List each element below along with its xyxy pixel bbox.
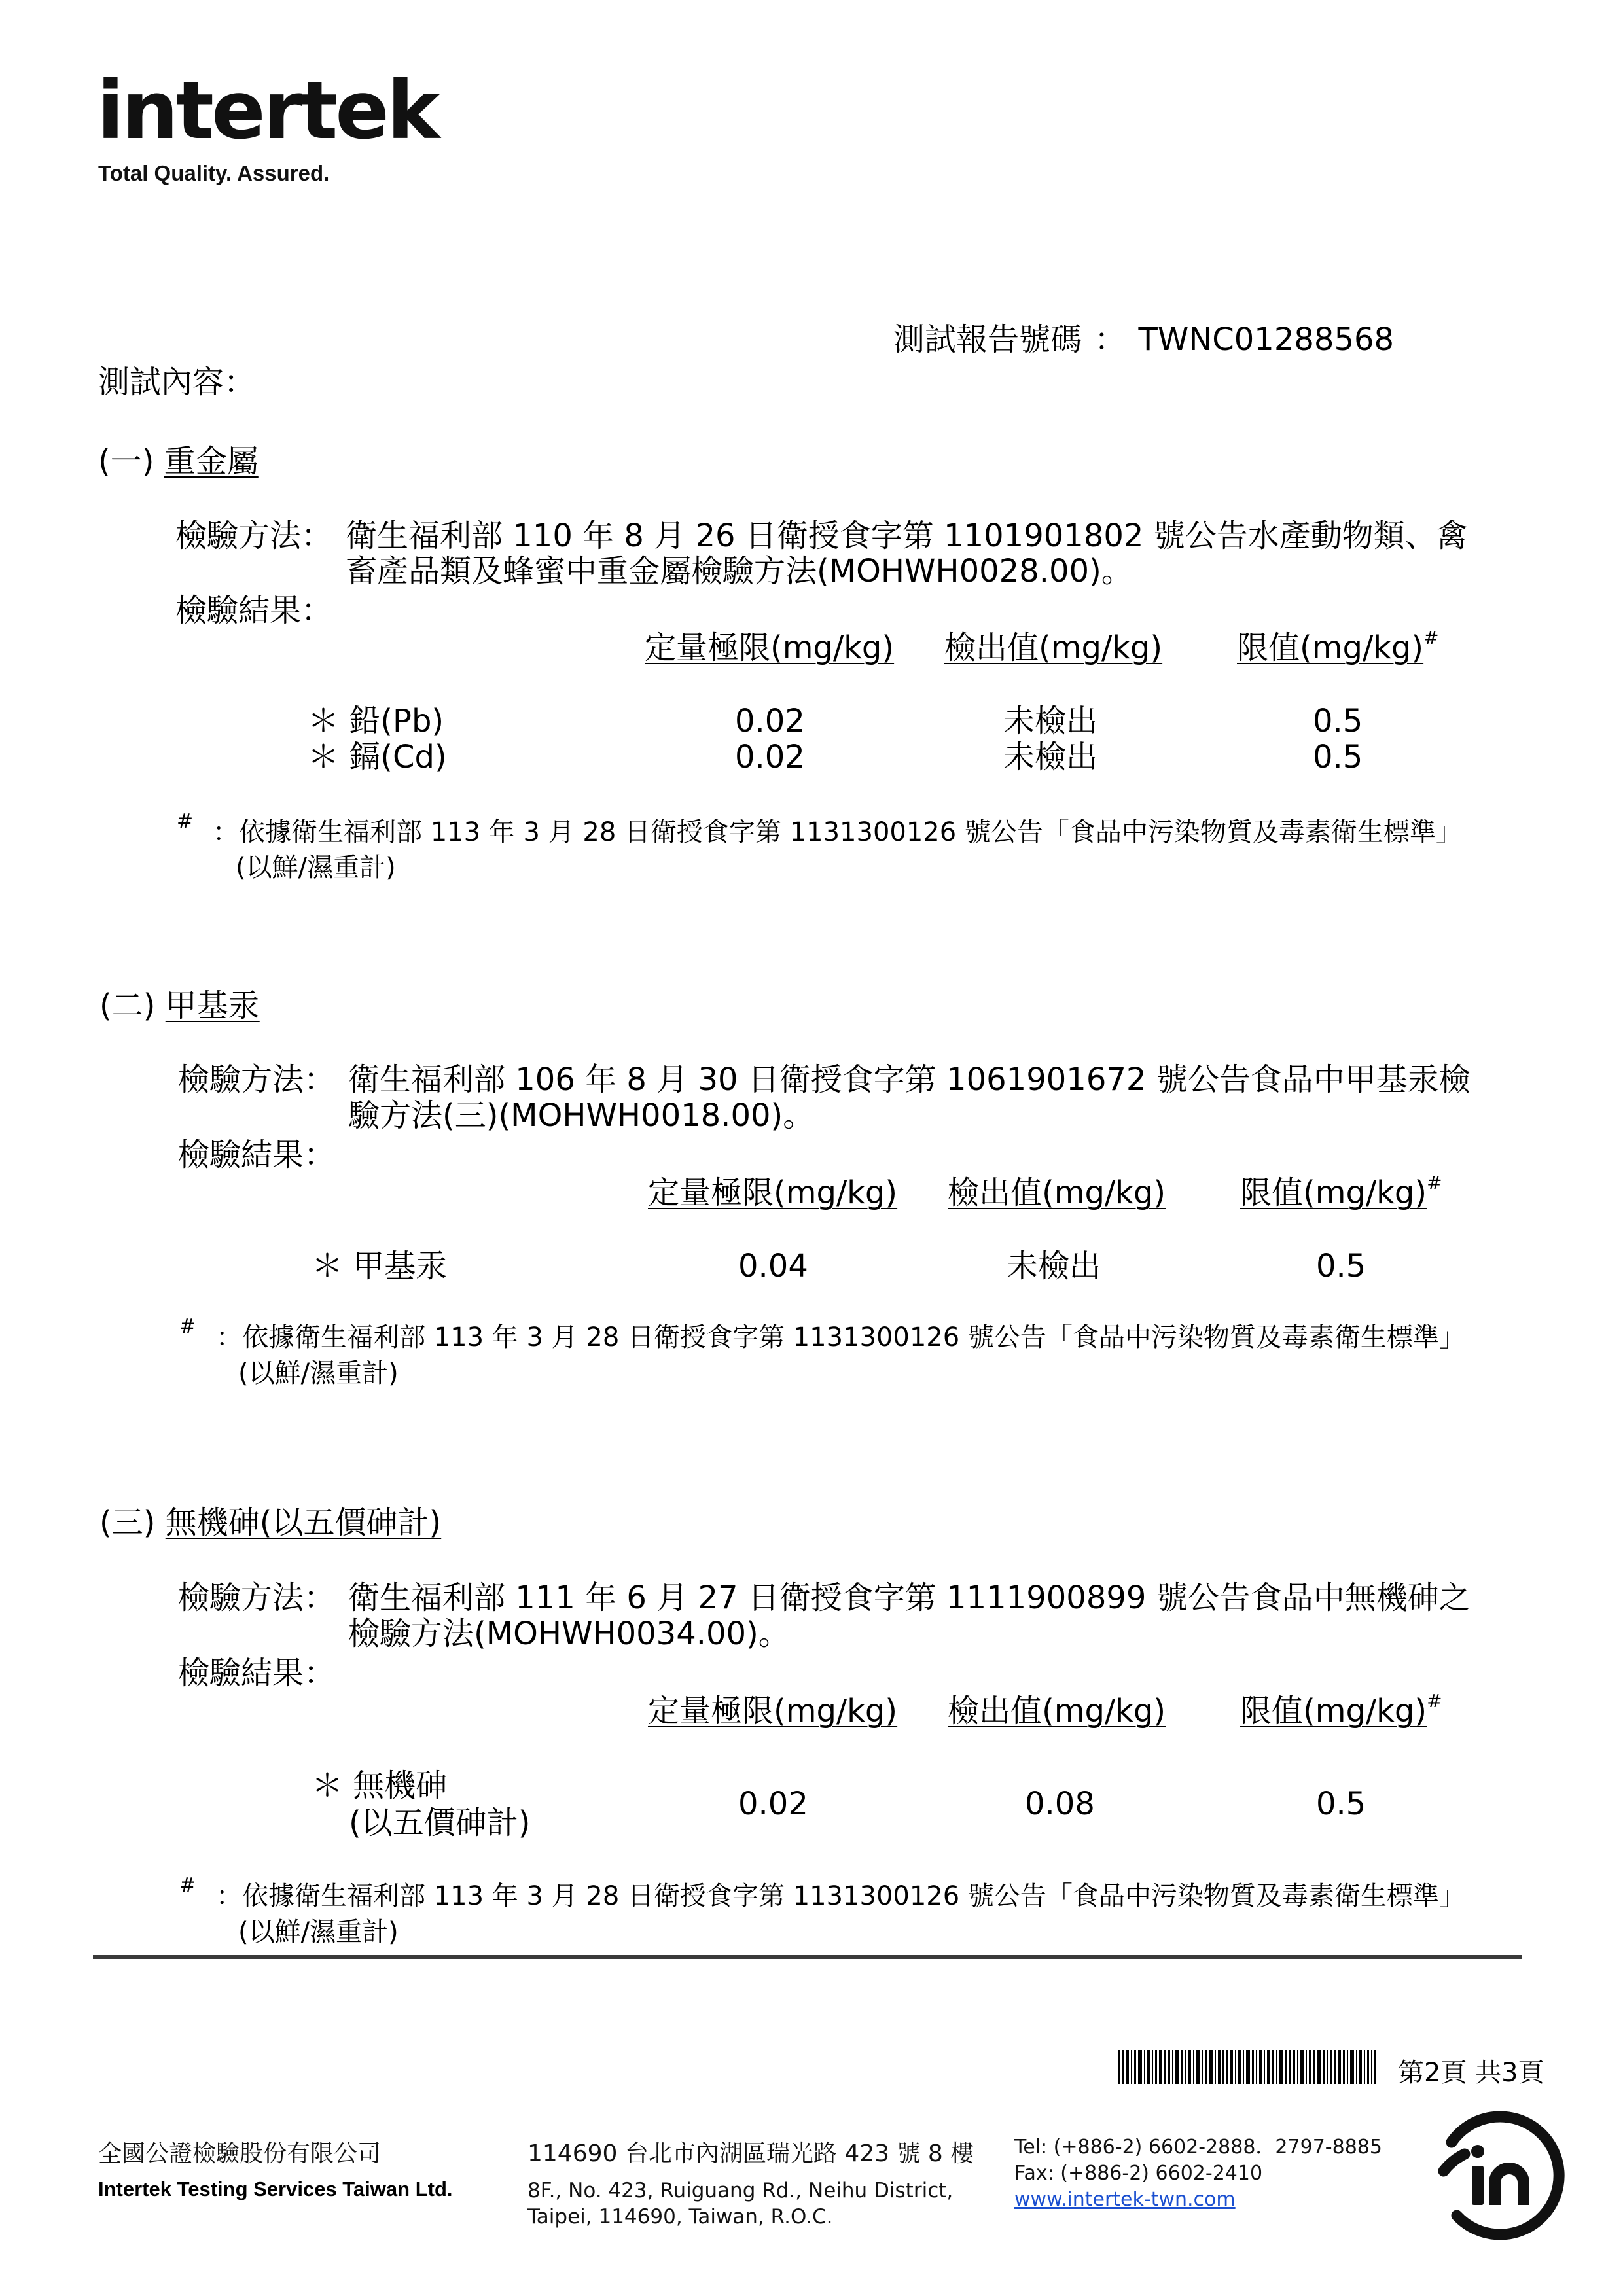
intertek-in-badge-icon bbox=[1425, 2106, 1566, 2246]
row-analyte: 鎘(Cd) bbox=[349, 739, 447, 775]
footer-address-zh: 114690 台北市內湖區瑞光路 423 號 8 樓 bbox=[527, 2140, 974, 2167]
column-header-result: 檢出值(mg/kg) bbox=[948, 1693, 1166, 1729]
section-number: (二) bbox=[99, 987, 156, 1024]
footnote-mark: # bbox=[179, 1874, 196, 1897]
intertek-logo: intertek bbox=[97, 64, 438, 157]
column-header-loq: 定量極限(mg/kg) bbox=[645, 629, 895, 666]
method-text-line1: 衛生福利部 111 年 6 月 27 日衛授食字第 1111900899 號公告食品中無機砷之 bbox=[348, 1580, 1471, 1616]
row-result: 未檢出 bbox=[1003, 739, 1098, 775]
table-row bbox=[308, 739, 447, 775]
method-text-line2: 畜產品類及蜂蜜中重金屬檢驗方法(MOHWH0028.00)。 bbox=[346, 553, 1133, 590]
table-row bbox=[308, 703, 444, 739]
row-limit: 0.5 bbox=[1316, 1786, 1366, 1822]
column-header-loq: 定量極限(mg/kg) bbox=[648, 1174, 898, 1211]
row-loq: 0.04 bbox=[738, 1248, 808, 1284]
row-star: ＊ bbox=[308, 703, 340, 739]
footnote-mark: # bbox=[179, 1315, 196, 1338]
page-end-rule bbox=[93, 1955, 1522, 1959]
footnote-mark: # bbox=[177, 810, 194, 833]
method-label: 檢驗方法： bbox=[178, 1580, 336, 1616]
method-text-line1: 衛生福利部 106 年 8 月 30 日衛授食字第 1061901672 號公告食品中甲基汞檢 bbox=[348, 1061, 1471, 1098]
row-result: 未檢出 bbox=[1007, 1248, 1101, 1284]
section-title: 重金屬 bbox=[164, 443, 259, 480]
method-text-line2: 檢驗方法(MOHWH0034.00)。 bbox=[348, 1616, 790, 1652]
row-limit: 0.5 bbox=[1313, 703, 1363, 739]
row-loq: 0.02 bbox=[735, 739, 805, 775]
column-header-result: 檢出值(mg/kg) bbox=[948, 1174, 1166, 1211]
report-number bbox=[893, 322, 1394, 358]
column-header-result: 檢出值(mg/kg) bbox=[944, 629, 1163, 666]
result-label: 檢驗結果： bbox=[178, 1655, 336, 1691]
section-title: 無機砷(以五價砷計) bbox=[165, 1504, 442, 1541]
report-number-label: 測試報告號碼 bbox=[893, 321, 1082, 358]
section-3-heading bbox=[99, 1505, 441, 1541]
column-header-limit: 限值(mg/kg)# bbox=[1240, 1172, 1442, 1211]
footnote-line2: (以鮮/濕重計) bbox=[238, 1917, 399, 1947]
table-row bbox=[312, 1768, 447, 1804]
row-limit: 0.5 bbox=[1316, 1248, 1366, 1284]
logo-tagline: Total Quality. Assured. bbox=[98, 161, 330, 185]
row-loq: 0.02 bbox=[735, 703, 805, 739]
footer-company-zh: 全國公證檢驗股份有限公司 bbox=[98, 2140, 382, 2167]
content-title: 測試內容： bbox=[98, 364, 256, 400]
section-number: (三) bbox=[99, 1504, 156, 1541]
footer-fax: Fax: (+886-2) 6602-2410 bbox=[1014, 2162, 1263, 2185]
row-analyte: 鉛(Pb) bbox=[349, 703, 444, 739]
row-limit: 0.5 bbox=[1313, 739, 1363, 775]
footnote-line1: ：依據衛生福利部 113 年 3 月 28 日衛授食字第 1131300126 號公告「食品中污染物質及毒素衛生標準」 bbox=[216, 1881, 1465, 1911]
method-text-line2: 驗方法(三)(MOHWH0018.00)。 bbox=[348, 1097, 815, 1134]
report-number-value: TWNC01288568 bbox=[1138, 321, 1395, 358]
column-header-loq: 定量極限(mg/kg) bbox=[648, 1693, 898, 1729]
column-header-limit: 限值(mg/kg)# bbox=[1237, 627, 1439, 666]
result-label: 檢驗結果： bbox=[178, 1137, 336, 1173]
row-star: ＊ bbox=[312, 1248, 344, 1284]
section-title: 甲基汞 bbox=[165, 987, 260, 1024]
row-analyte-qualifier: (以五價砷計) bbox=[349, 1805, 531, 1841]
footer-website-link[interactable]: www.intertek-twn.com bbox=[1014, 2188, 1236, 2211]
footer-company-en: Intertek Testing Services Taiwan Ltd. bbox=[98, 2178, 453, 2200]
section-1-heading bbox=[98, 444, 259, 480]
section-number: (一) bbox=[98, 443, 154, 480]
report-number-separator: ： bbox=[1094, 321, 1126, 358]
section-2-heading bbox=[99, 988, 260, 1024]
barcode bbox=[1118, 2050, 1376, 2084]
method-text-line1: 衛生福利部 110 年 8 月 26 日衛授食字第 1101901802 號公告水產動物類、禽 bbox=[346, 518, 1468, 554]
footer-address-en2: Taipei, 114690, Taiwan, R.O.C. bbox=[527, 2205, 833, 2229]
row-result: 未檢出 bbox=[1003, 703, 1098, 739]
method-label: 檢驗方法： bbox=[178, 1061, 336, 1098]
footer-address-en1: 8F., No. 423, Ruiguang Rd., Neihu District, bbox=[527, 2179, 954, 2202]
footnote-line2: (以鮮/濕重計) bbox=[238, 1358, 399, 1388]
table-row bbox=[312, 1248, 447, 1284]
row-loq: 0.02 bbox=[738, 1786, 808, 1822]
result-label: 檢驗結果： bbox=[175, 592, 333, 629]
method-label: 檢驗方法： bbox=[175, 518, 333, 554]
row-star: ＊ bbox=[308, 739, 340, 775]
column-header-limit: 限值(mg/kg)# bbox=[1240, 1690, 1442, 1729]
row-analyte: 無機砷 bbox=[353, 1767, 448, 1804]
page-info: 第2頁 共3頁 bbox=[1398, 2058, 1544, 2088]
footnote-line2: (以鮮/濕重計) bbox=[236, 853, 396, 883]
footer-tel: Tel: (+886-2) 6602-2888．2797-8885 bbox=[1014, 2136, 1382, 2159]
footnote-line1: ：依據衛生福利部 113 年 3 月 28 日衛授食字第 1131300126 號公告「食品中污染物質及毒素衛生標準」 bbox=[213, 817, 1462, 847]
row-result: 0.08 bbox=[1025, 1786, 1095, 1822]
footnote-line1: ：依據衛生福利部 113 年 3 月 28 日衛授食字第 1131300126 號公告「食品中污染物質及毒素衛生標準」 bbox=[216, 1322, 1465, 1352]
row-star: ＊ bbox=[312, 1767, 344, 1804]
row-analyte: 甲基汞 bbox=[353, 1248, 448, 1284]
